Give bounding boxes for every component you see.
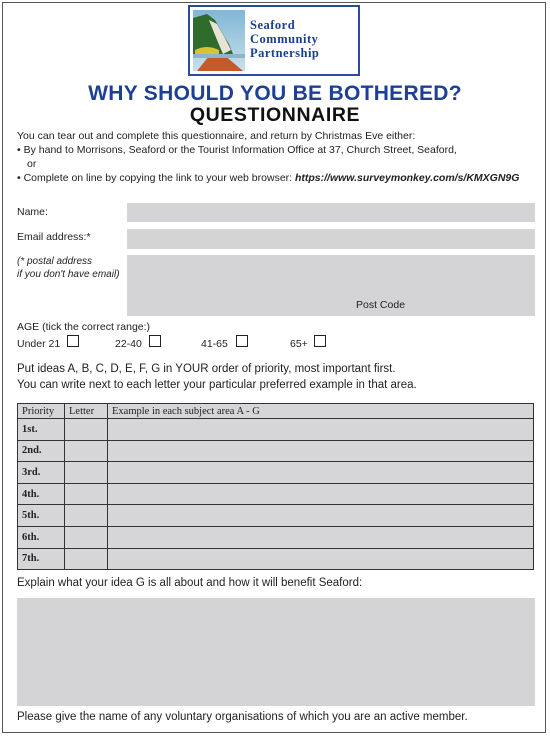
seaford-logo [188, 5, 360, 76]
letter-cell[interactable] [65, 483, 108, 505]
table-row [18, 526, 534, 548]
online-text: • Complete on line by copying the link to your web browser: [17, 172, 295, 184]
bullet-by-hand: • By hand to Morrisons, Seaford or the Tourist Information Office at 37, Church Street, Seaford, [17, 144, 457, 156]
letter-cell[interactable] [65, 526, 108, 548]
table-row [18, 440, 534, 462]
voluntary-label: Please give the name of any voluntary organisations of which you are an active member. [17, 711, 468, 723]
age-checkbox-41-65[interactable] [236, 335, 248, 347]
example-cell[interactable] [108, 462, 534, 484]
name-field[interactable] [127, 203, 535, 222]
age-checkbox-65-plus[interactable] [314, 335, 326, 347]
age-checkbox-22-40[interactable] [149, 335, 161, 347]
page-subtitle: QUESTIONNAIRE [189, 104, 361, 126]
table-row [18, 483, 534, 505]
postal-note-line-2: if you don't have email) [17, 269, 120, 280]
explain-label: Explain what your idea G is all about and how it will benefit Seaford: [17, 577, 363, 589]
letter-cell[interactable] [65, 440, 108, 462]
name-label: Name: [17, 206, 48, 218]
intro-text: You can tear out and complete this questionnaire, and return by Christmas Eve either: [17, 130, 416, 142]
or-text: or [27, 158, 37, 170]
instruction-line-2: You can write next to each letter your particular preferred example in that area. [17, 379, 417, 391]
priority-cell: 6th. [18, 526, 65, 548]
age-option-41-65: 41-65 [201, 338, 228, 350]
example-cell[interactable] [108, 548, 534, 570]
page-title: WHY SHOULD YOU BE BOTHERED? [88, 82, 462, 105]
priority-cell: 4th. [18, 483, 65, 505]
priority-cell: 3rd. [18, 462, 65, 484]
header-example: Example in each subject area A - G [108, 404, 534, 419]
post-code-label: Post Code [356, 299, 406, 311]
email-label: Email address:* [17, 231, 91, 243]
example-cell[interactable] [108, 419, 534, 441]
logo-line-2: Community [250, 32, 319, 46]
table-header-row [18, 404, 534, 419]
priority-table [17, 403, 534, 570]
bullet-online [17, 172, 519, 184]
table-row [18, 505, 534, 527]
instruction-line-1: Put ideas A, B, C, D, E, F, G in YOUR order of priority, most important first. [17, 363, 396, 375]
letter-cell[interactable] [65, 548, 108, 570]
age-option-under-21: Under 21 [17, 338, 61, 350]
priority-cell: 5th. [18, 505, 65, 527]
age-option-65-plus: 65+ [290, 338, 308, 350]
explain-field[interactable] [17, 598, 535, 706]
letter-cell[interactable] [65, 419, 108, 441]
header-letter: Letter [65, 404, 108, 419]
logo-line-3: Partnership [250, 46, 320, 60]
postal-note-line-1: (* postal address [17, 256, 93, 267]
letter-cell[interactable] [65, 462, 108, 484]
example-cell[interactable] [108, 483, 534, 505]
priority-cell: 1st. [18, 419, 65, 441]
priority-cell: 2nd. [18, 440, 65, 462]
survey-link[interactable]: https://www.surveymonkey.com/s/KMXGN9G [294, 172, 520, 184]
example-cell[interactable] [108, 526, 534, 548]
logo-cliff-illustration [193, 10, 245, 71]
example-cell[interactable] [108, 505, 534, 527]
logo-line-1: Seaford [250, 18, 296, 32]
letter-cell[interactable] [65, 505, 108, 527]
table-row [18, 462, 534, 484]
table-row [18, 548, 534, 570]
header-priority: Priority [18, 404, 65, 419]
logo-text [250, 18, 319, 60]
email-field[interactable] [127, 229, 535, 249]
example-cell[interactable] [108, 440, 534, 462]
table-row [18, 419, 534, 441]
age-checkbox-under-21[interactable] [67, 335, 79, 347]
age-label: AGE (tick the correct range:) [17, 321, 151, 333]
age-option-22-40: 22-40 [115, 338, 142, 350]
postal-address-field[interactable] [127, 255, 535, 316]
priority-cell: 7th. [18, 548, 65, 570]
